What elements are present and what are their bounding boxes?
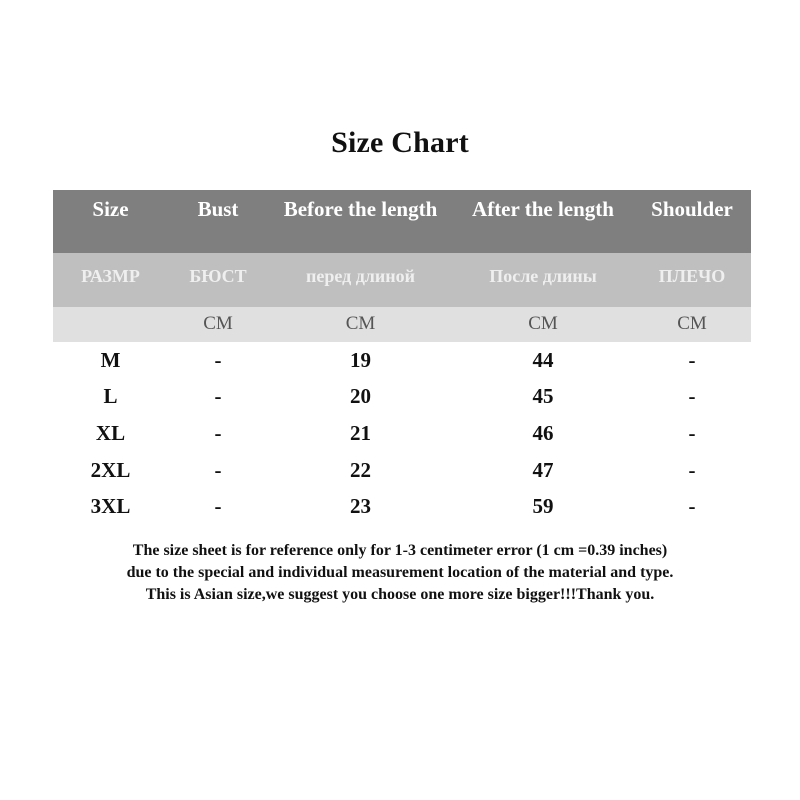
table-row bbox=[53, 488, 751, 525]
cell-shoulder: - bbox=[688, 347, 696, 372]
size-notes bbox=[0, 540, 800, 606]
cell-size: M bbox=[100, 347, 121, 372]
size-chart-table bbox=[53, 190, 751, 525]
cell-shoulder: - bbox=[688, 420, 696, 445]
cell-before-length: 22 bbox=[350, 457, 371, 482]
unit-before-length: CM bbox=[345, 312, 376, 334]
note-line: This is Asian size,we suggest you choose one more size bigger!!!Thank you. bbox=[145, 586, 655, 603]
cell-size: XL bbox=[95, 420, 126, 445]
cell-after-length: 44 bbox=[532, 347, 554, 372]
cell-bust: - bbox=[214, 420, 222, 445]
unit-size bbox=[53, 307, 168, 342]
header-before-length: Before the length bbox=[283, 197, 438, 221]
table-row bbox=[53, 452, 751, 489]
table-header-ru-row bbox=[53, 253, 751, 307]
cell-before-length: 19 bbox=[350, 347, 371, 372]
cell-bust: - bbox=[214, 347, 222, 372]
note-line: due to the special and individual measurement location of the material and type. bbox=[126, 564, 674, 581]
header-ru-bust: БЮСТ bbox=[189, 265, 247, 286]
table-units-row bbox=[53, 307, 751, 342]
cell-before-length: 20 bbox=[350, 384, 371, 409]
cell-after-length: 46 bbox=[532, 420, 554, 445]
cell-size: L bbox=[103, 384, 118, 409]
table-row bbox=[53, 342, 751, 379]
cell-bust: - bbox=[214, 384, 222, 409]
header-size: Size bbox=[92, 197, 129, 221]
cell-after-length: 47 bbox=[532, 457, 554, 482]
header-bust: Bust bbox=[197, 197, 239, 221]
header-ru-before-length: перед длиной bbox=[305, 265, 416, 286]
header-ru-size: РАЗМР bbox=[81, 265, 140, 286]
table-row bbox=[53, 379, 751, 416]
cell-shoulder: - bbox=[688, 384, 696, 409]
header-ru-after-length: После длины bbox=[489, 265, 597, 286]
unit-bust: CM bbox=[203, 312, 233, 334]
header-after-length: After the length bbox=[472, 197, 614, 221]
unit-after-length: CM bbox=[528, 312, 558, 334]
unit-shoulder: CM bbox=[677, 312, 707, 334]
table-row bbox=[53, 415, 751, 452]
note-line: The size sheet is for reference only for 1-3 centimeter error (1 cm =0.39 inches) bbox=[132, 542, 668, 559]
cell-size: 3XL bbox=[90, 494, 131, 519]
cell-after-length: 45 bbox=[532, 384, 554, 409]
header-ru-shoulder: ПЛЕЧО bbox=[658, 265, 726, 286]
cell-shoulder: - bbox=[688, 494, 696, 519]
cell-after-length: 59 bbox=[532, 494, 554, 519]
cell-bust: - bbox=[214, 457, 222, 482]
cell-bust: - bbox=[214, 494, 222, 519]
cell-before-length: 21 bbox=[350, 420, 371, 445]
header-shoulder: Shoulder bbox=[651, 197, 733, 221]
page-title: Size Chart bbox=[331, 126, 469, 159]
cell-before-length: 23 bbox=[350, 494, 371, 519]
cell-size: 2XL bbox=[90, 457, 131, 482]
cell-shoulder: - bbox=[688, 457, 696, 482]
table-header-row bbox=[53, 190, 751, 253]
